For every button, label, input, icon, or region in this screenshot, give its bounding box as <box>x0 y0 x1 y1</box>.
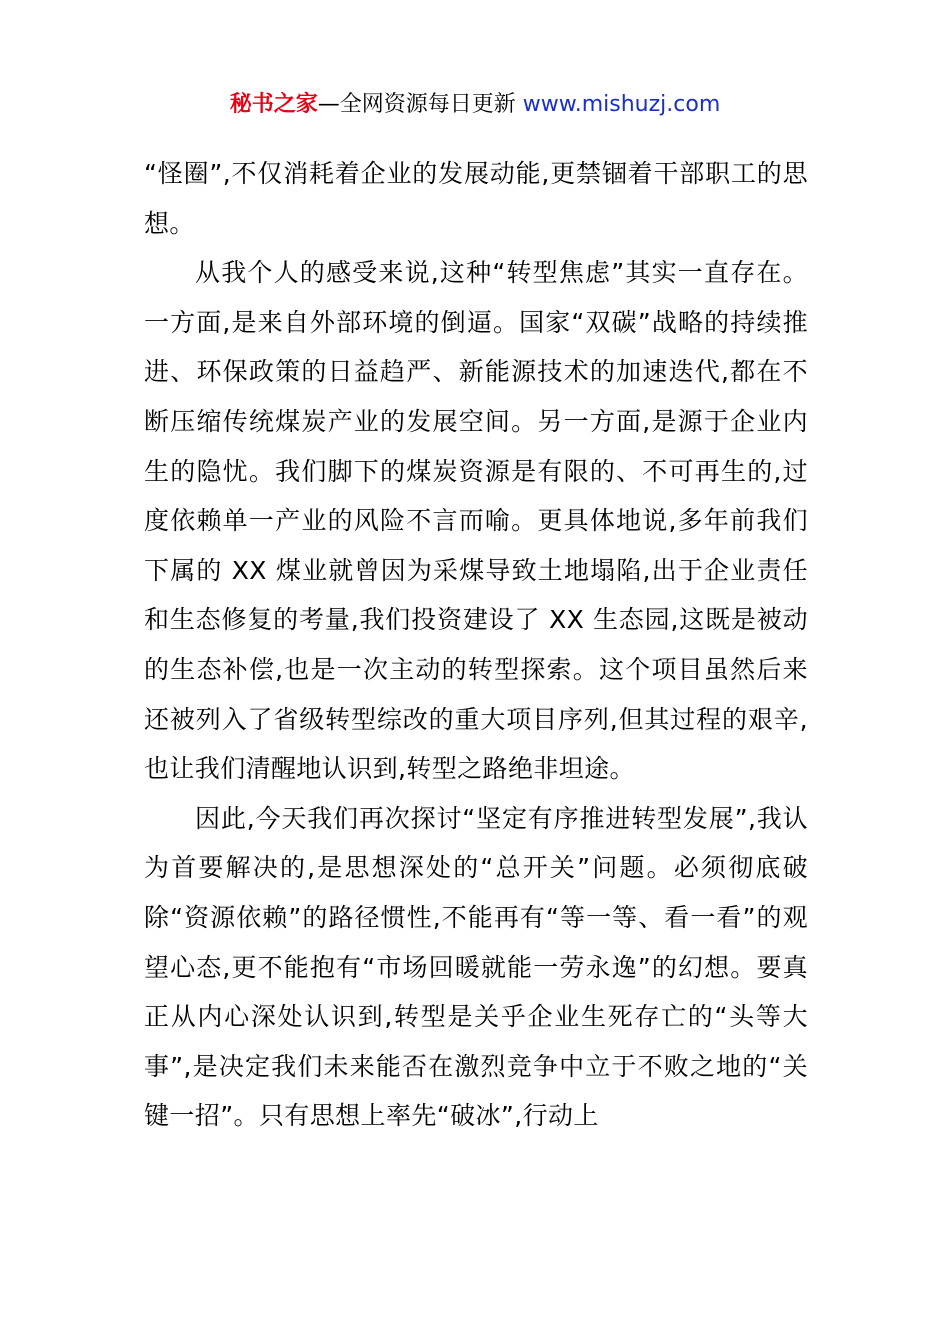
document-body <box>144 149 808 1141</box>
brand-name: 秘书之家 <box>229 92 318 117</box>
paragraph: “怪圈”,不仅消耗着企业的发展动能,更禁锢着干部职工的思想。 <box>144 159 808 238</box>
website-link[interactable]: www.mishuzj.com <box>522 92 721 117</box>
header-tagline: —全网资源每日更新 <box>317 92 516 117</box>
page-header <box>0 88 950 122</box>
paragraph: 因此,今天我们再次探讨“坚定有序推进转型发展”,我认为首要解决的,是思想深处的“总开关”问题。必须彻底破除“资源依赖”的路径惯性,不能再有“等一等、看一看”的观望心态,更不能抱有“市场回暖就能一劳永逸”的幻想。要真正从内心深处认识到,转型是关乎企业生死存亡的“头等大事”,是决定我们未来能否在激烈竞争中立于不败之地的“关键一招”。只有思想上率先“破冰”,行动上 <box>144 803 808 1131</box>
paragraph: 从我个人的感受来说,这种“转型焦虑”其实一直存在。一方面,是来自外部环境的倒逼。国家“双碳”战略的持续推进、环保政策的日益趋严、新能源技术的加速迭代,都在不断压缩传统煤炭产业的发展空间。另一方面,是源于企业内生的隐忧。我们脚下的煤炭资源是有限的、不可再生的,过度依赖单一产业的风险不言而喻。更具体地说,多年前我们下属的 XX 煤业就曾因为采煤导致土地塌陷,出于企业责任和生态修复的考量,我们投资建设了 XX 生态园,这既是被动的生态补偿,也是一次主动的转型探索。这个项目虽然后来还被列入了省级转型综改的重大项目序列,但其过程的艰辛,也让我们清醒地认识到,转型之路绝非坦途。 <box>144 258 808 784</box>
